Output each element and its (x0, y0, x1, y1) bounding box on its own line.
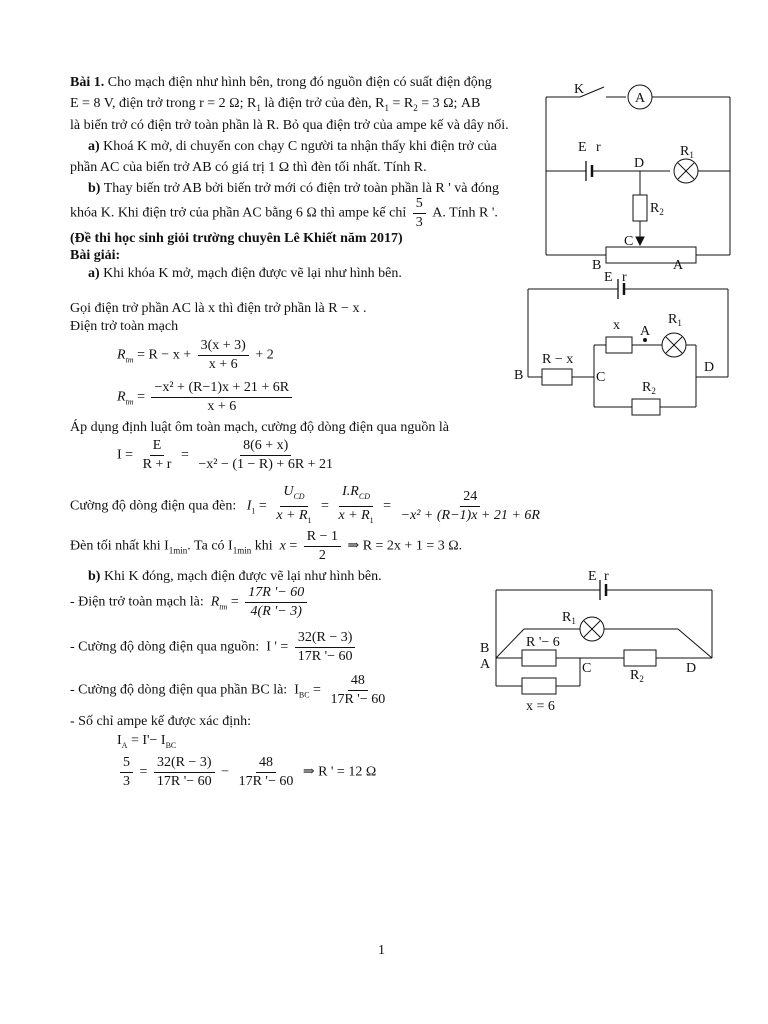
problem-text: = 3 Ω; AB (421, 96, 481, 111)
part-a-label: a) (88, 266, 100, 281)
fraction (154, 755, 215, 790)
equation-total-resistance-1: $R_{tm} = R - x$ + $\frac{3(x + 3)}{x + 6}$ + 2 (117, 338, 274, 372)
fraction-num: 48 (256, 755, 276, 773)
eq-text: Cường độ dòng điện qua đèn: (70, 498, 237, 514)
fraction (335, 484, 376, 529)
equation-dimmest: Đèn tối nhất khi $I_{1min}$. Ta có $I_{1min}$ khi x = $\frac{R - 1}{2}$ ⇒ R = 2x + 1 = 3 Ω. (70, 529, 463, 563)
problem-text: = R (392, 96, 414, 111)
label-K: K (574, 82, 585, 97)
problem-text: E = 8 V, điện trở trong r = 2 Ω; R (70, 96, 257, 111)
eq-text: I.R (342, 484, 359, 499)
fraction-den: x + 6 (207, 399, 237, 414)
solution-call: Gọi điện trở phần AC là x thì điện trở phần là R − x . (70, 301, 367, 316)
label-R2 (650, 201, 664, 217)
solution-ohm-law: Áp dụng định luật ôm toàn mạch, cường độ dòng điện qua nguồn là (70, 420, 449, 435)
solution-heading: Bài giải: (70, 248, 121, 263)
problem-part-b-2 (70, 196, 498, 231)
fraction (236, 755, 297, 790)
eq-text: - Điện trở toàn mạch là: (70, 594, 204, 610)
label-C: C (582, 661, 592, 676)
label-sub: 1 (571, 616, 576, 626)
fraction (120, 755, 133, 790)
fraction-den: 4(R '− 3) (250, 604, 302, 619)
fraction-num: 8(6 + x) (240, 438, 291, 456)
circuit-figure-2 (510, 265, 740, 425)
label-D: D (704, 360, 715, 375)
part-b-label: b) (88, 569, 101, 584)
fraction-den: 17R '− 60 (330, 692, 386, 707)
fraction (327, 673, 388, 708)
label-text: R (668, 312, 678, 327)
label-R1 (562, 610, 576, 626)
label-sub: 1 (677, 318, 682, 328)
problem-part-a-2: phần AC của biến trở AB có giá trị 1 Ω thì đèn tối nhất. Tính R. (70, 160, 427, 175)
part-b-label: b) (88, 181, 101, 196)
label-E: E (578, 140, 587, 155)
problem-line-3: là biến trở có điện trở toàn phần là R. Bỏ qua điện trở của ampe kế và dây nối. (70, 118, 509, 133)
fraction-num: 32(R − 3) (154, 755, 215, 773)
problem-text: A. Tính R '. (432, 205, 498, 221)
eq-text: x + R (276, 507, 308, 523)
page-number: 1 (378, 943, 385, 958)
label-R2 (642, 380, 656, 396)
label-r: r (622, 270, 627, 285)
eq-text: Đèn tối nhất khi I (70, 538, 169, 554)
fraction-num: $I.R_{CD}$ (339, 484, 373, 507)
fraction-den: −x² + (R−1)x + 21 + 6R (400, 507, 540, 523)
eq-text: = R − x + (137, 347, 192, 363)
equation-total-resistance-2: $R_{tm}$ = $\frac{\text{−x² + (R−1)x + 21 + 6R}}{x + 6}$ (117, 380, 295, 415)
problem-line-2: E = 8 V, điện trở trong r = 2 Ω; $R_1$ là điện trở của đèn, $R_1 = R_2 = 3$ Ω; AB (70, 96, 481, 113)
label-C: C (596, 370, 606, 385)
fraction-num: 5 (120, 755, 133, 773)
solution-b-intro (88, 568, 382, 586)
label-x-equals-6: x = 6 (526, 699, 555, 714)
label-A: A (673, 258, 684, 273)
fraction (273, 484, 314, 529)
label-R1 (668, 312, 682, 328)
fraction-den: x + 6 (208, 357, 238, 372)
label-R-prime-minus-6: R '− 6 (526, 635, 560, 650)
source-note: (Đề thi học sinh giỏi trường chuyên Lê Khiết năm 2017) (70, 231, 403, 246)
circuit-figure-1 (540, 75, 740, 275)
fraction-num: R − 1 (304, 529, 341, 547)
label-B: B (592, 258, 602, 273)
solution-ammeter: - Số chỉ ampe kế được xác định: (70, 714, 251, 729)
fraction-num: 32(R − 3) (295, 630, 356, 648)
fraction (195, 438, 336, 473)
label-A: A (640, 324, 651, 339)
problem-text: khóa K. Khi điện trở của phần AC bằng 6 Ω thì ampe kế chỉ (70, 205, 407, 221)
part-a-label: a) (88, 139, 100, 154)
label-sub: 1 (689, 150, 694, 160)
fraction (398, 489, 543, 524)
problem-text: là điện trở của đèn, R (264, 96, 385, 111)
fraction (413, 196, 426, 231)
label-sub: 2 (659, 207, 664, 217)
problem-line-1 (70, 74, 492, 92)
label-text: R (562, 610, 572, 625)
fraction (140, 438, 175, 473)
eq-text: U (283, 484, 294, 499)
label-x: x (613, 318, 620, 333)
fraction-num: $U_{CD}$ (280, 484, 307, 507)
fraction-den: 2 (318, 548, 326, 563)
solution-text: Khi khóa K mở, mạch điện được vẽ lại như hình bên. (103, 266, 402, 281)
label-sub: 2 (639, 674, 644, 684)
fraction-den: 3 (123, 774, 130, 789)
solution-a-intro (88, 265, 402, 283)
label-text: R (650, 201, 660, 216)
problem-text: Khoá K mở, di chuyển con chạy C người ta nhận thấy khi điện trở của (103, 139, 497, 154)
label-text: R (630, 668, 640, 683)
solution-total-label: Điện trở toàn mạch (70, 319, 179, 334)
fraction-den: R + r (142, 457, 172, 472)
problem-text: Cho mạch điện như hình bên, trong đó nguồn điện có suất điện động (107, 75, 492, 90)
eq-text: + 2 (255, 347, 274, 363)
eq-text: I = (117, 447, 134, 463)
fraction-den: 3 (415, 215, 423, 230)
label-D: D (686, 661, 697, 676)
eq-text: - Cường độ dòng điện qua nguồn: (70, 639, 260, 655)
label-text: R (642, 380, 652, 395)
fraction (304, 529, 341, 564)
fraction-den: $x + R_1$ (338, 507, 374, 525)
fraction-num: 17R '− 60 (245, 585, 307, 603)
eq-text: - Cường độ dòng điện qua phần BC là: (70, 682, 288, 698)
problem-title: Bài 1. (70, 75, 105, 90)
equation-b-ia: $I_A = I'- I_{BC}$ (117, 733, 177, 750)
equation-b-source-current (70, 630, 359, 665)
label-r: r (596, 140, 601, 155)
eq-text: x + R (338, 507, 370, 523)
fraction (198, 338, 249, 373)
fraction-num: 24 (460, 489, 480, 507)
label-B: B (514, 368, 524, 383)
equation-lamp-current: Cường độ dòng điện qua đèn: $I_1$ = $\frac{U_{CD}}{x + R_1}$ = $\frac{I.R_{CD}}{x + R_1}$ = $\frac{24}{\text{−x² + (R−1)x + 21 + 6R}}$ (70, 484, 546, 529)
label-R2 (630, 668, 644, 684)
label-R1 (680, 144, 694, 160)
label-C: C (624, 234, 634, 249)
label-E: E (588, 569, 597, 584)
eq-text: = I'− I (130, 733, 166, 748)
eq-text: . Ta có I (187, 538, 233, 554)
label-E: E (604, 270, 613, 285)
problem-text: Thay biến trở AB bởi biến trở mới có điện trở toàn phần là R ' và đóng (103, 181, 500, 196)
label-B: B (480, 641, 490, 656)
fraction-den: −x² − (1 − R) + 6R + 21 (198, 457, 334, 472)
eq-text: khi (254, 538, 273, 554)
equation-b-final: $\frac{5}{3}$ = $\frac{32(R - 3)}{17R '- 60}$ − $\frac{48}{17R '- 60}$ ⇒ R ' = 12 Ω (117, 755, 376, 790)
fraction (295, 630, 356, 665)
circuit-figure-3 (478, 566, 728, 716)
equation-b-total: - Điện trở toàn mạch là: $R_{tm}$ = $\frac{17R '- 60}{4(R '- 3)}$ (70, 585, 310, 620)
label-A: A (480, 657, 491, 672)
problem-part-a-1 (88, 138, 497, 156)
label-D: D (634, 156, 645, 171)
fraction (245, 585, 307, 620)
equation-b-bc-current: - Cường độ dòng điện qua phần BC là: $I_{BC}$ = $\frac{48}{17R '- 60}$ (70, 673, 391, 708)
ammeter-label: A (635, 91, 646, 106)
eq-text: I ' = (266, 639, 289, 655)
eq-text: ⇒ R ' = 12 Ω (302, 764, 377, 780)
fraction-num: 48 (348, 673, 368, 691)
fraction-den: 17R '− 60 (156, 774, 212, 789)
label-R-minus-x: R − x (542, 352, 574, 367)
solution-text: Khi K đóng, mạch điện được vẽ lại như hình bên. (103, 569, 382, 584)
fraction-den: 17R '− 60 (238, 774, 294, 789)
fraction (151, 380, 292, 415)
label-sub: 2 (651, 386, 656, 396)
label-r: r (604, 569, 609, 584)
eq-text: ⇒ R = 2x + 1 = 3 Ω. (347, 538, 463, 554)
equation-source-current: I = $\frac{E}{R + r}$ = $\frac{8(6 + x)}{\text{−x² − (1 − R) + 6R + 21}}$ (117, 438, 339, 473)
fraction-den: $x + R_1$ (276, 507, 312, 525)
label-text: R (680, 144, 690, 159)
fraction-num: 3(x + 3) (198, 338, 249, 356)
fraction-num: −x² + (R−1)x + 21 + 6R (151, 380, 292, 398)
fraction-num: E (150, 438, 165, 456)
fraction-num: 5 (413, 196, 426, 214)
fraction-den: 17R '− 60 (297, 649, 353, 664)
